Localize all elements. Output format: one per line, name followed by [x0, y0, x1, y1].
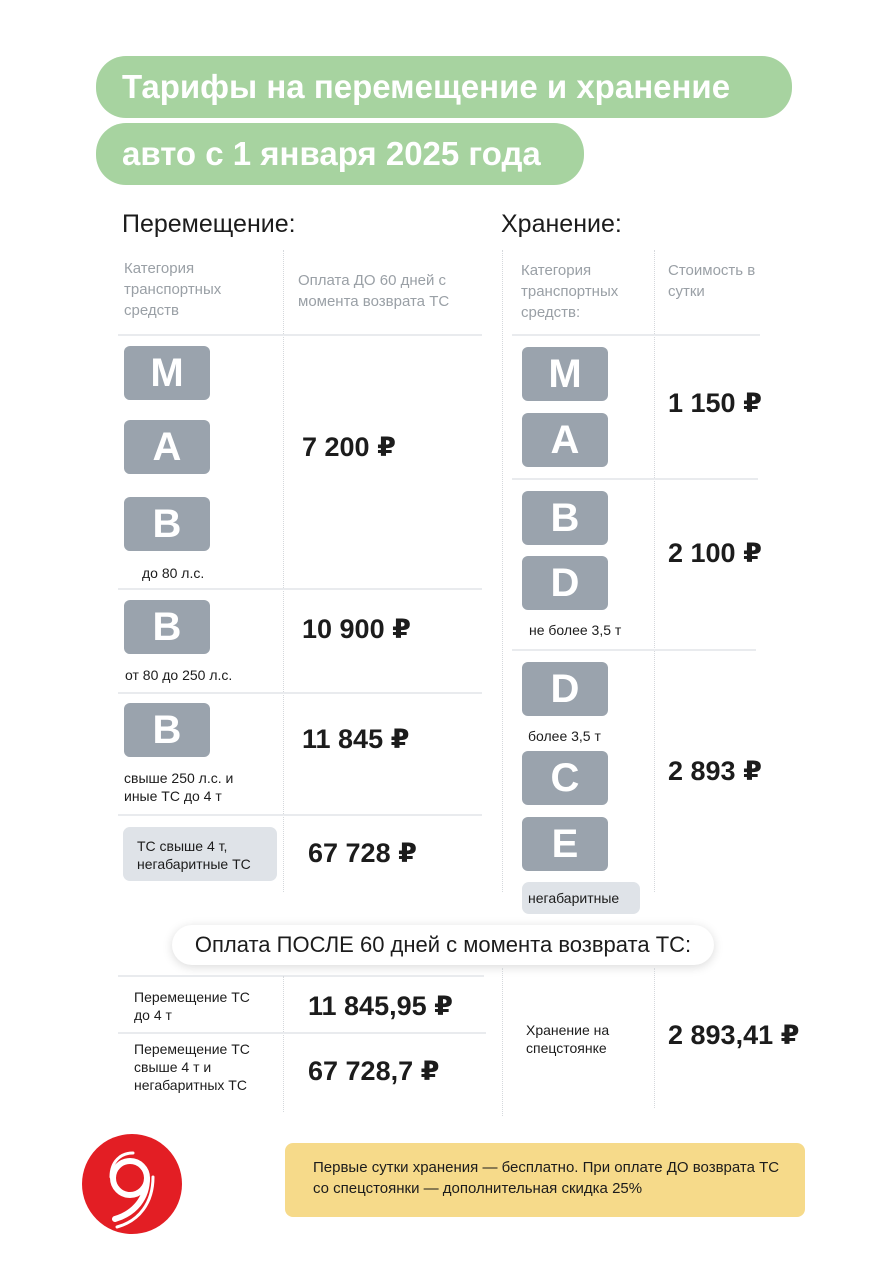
category-box-heavy: [123, 827, 277, 881]
after-storage-price: 2 893,41 ₽: [668, 1020, 800, 1050]
after-storage-divider: [654, 968, 655, 1108]
storage-price-2: 2 100 ₽: [668, 538, 762, 568]
category-note: от 80 до 250 л.с.: [125, 667, 233, 683]
category-badge-d: D: [522, 556, 608, 610]
category-badge-b: B: [522, 491, 608, 545]
category-badge-d: D: [522, 662, 608, 716]
divider: [512, 478, 758, 480]
title-line-2: [96, 123, 584, 185]
moving-column-divider: [283, 250, 284, 892]
divider: [512, 649, 756, 651]
category-badge-c: C: [522, 751, 608, 805]
storage-price-3: 2 893 ₽: [668, 756, 762, 786]
category-badge-m: M: [124, 346, 210, 400]
moving-price-4: 67 728 ₽: [308, 838, 417, 868]
after-heading-text: Оплата ПОСЛЕ 60 дней с момента возврата ТС:: [194, 932, 692, 957]
moving-price-2: 10 900 ₽: [302, 614, 411, 644]
storage-heading: Хранение:: [501, 210, 622, 238]
title-line-1-text: Тарифы на перемещение и хранение: [122, 68, 731, 105]
after-moving-price-1: 11 845,95 ₽: [308, 991, 453, 1021]
section-divider: [502, 250, 503, 892]
after-column-divider: [283, 976, 284, 1112]
category-note: свыше 250 л.с. и иные ТС до 4 т: [124, 770, 234, 804]
category-badge-e: E: [522, 817, 608, 871]
divider: [118, 975, 484, 977]
category-box-oversize: [522, 882, 640, 914]
divider: [118, 692, 482, 694]
logo-icon: [81, 1133, 183, 1235]
moving-heading: Перемещение:: [122, 210, 296, 238]
category-box-label: негабаритные: [528, 890, 620, 906]
category-note: не более 3,5 т: [529, 622, 622, 638]
category-box-label: ТС свыше 4 т, негабаритные ТС: [137, 838, 251, 872]
storage-col2-header: Стоимость в сутки: [668, 262, 756, 300]
divider: [118, 814, 482, 816]
moving-col2-header: Оплата ДО 60 дней с момента возврата ТС: [298, 272, 450, 310]
title-line-1: [96, 56, 792, 118]
free-day-note: [285, 1143, 805, 1217]
after-storage-label: Хранение на спецстоянке: [526, 1022, 610, 1056]
storage-col1-header: Категория транспортных средств:: [521, 262, 619, 321]
title-line-2-text: авто с 1 января 2025 года: [122, 135, 541, 172]
after-moving-price-2: 67 728,7 ₽: [308, 1056, 440, 1086]
category-badge-b: B: [124, 497, 210, 551]
divider: [118, 1032, 486, 1034]
divider: [512, 334, 760, 336]
moving-col1-header: Категория транспортных средств: [124, 260, 222, 319]
divider: [118, 588, 482, 590]
storage-price-1: 1 150 ₽: [668, 388, 762, 418]
category-note: более 3,5 т: [528, 728, 601, 744]
category-badge-a: A: [124, 420, 210, 474]
after-heading: [172, 925, 714, 965]
category-note: до 80 л.с.: [142, 565, 205, 581]
moving-price-3: 11 845 ₽: [302, 724, 410, 754]
after-section-divider: [502, 968, 503, 1116]
divider: [118, 334, 482, 336]
moving-price-1: 7 200 ₽: [302, 432, 396, 462]
category-badge-a: A: [522, 413, 608, 467]
category-badge-b: B: [124, 703, 210, 757]
storage-column-divider: [654, 250, 655, 892]
category-badge-m: M: [522, 347, 608, 401]
category-badge-b: B: [124, 600, 210, 654]
after-moving-label-1: Перемещение ТС до 4 т: [134, 989, 250, 1023]
after-moving-label-2: Перемещение ТС свыше 4 т и негабаритных ТС: [134, 1041, 250, 1093]
free-day-note-text: Первые сутки хранения — бесплатно. При оплате ДО возврата ТС со спецстоянки — дополнительная скидка 25%: [313, 1159, 780, 1197]
